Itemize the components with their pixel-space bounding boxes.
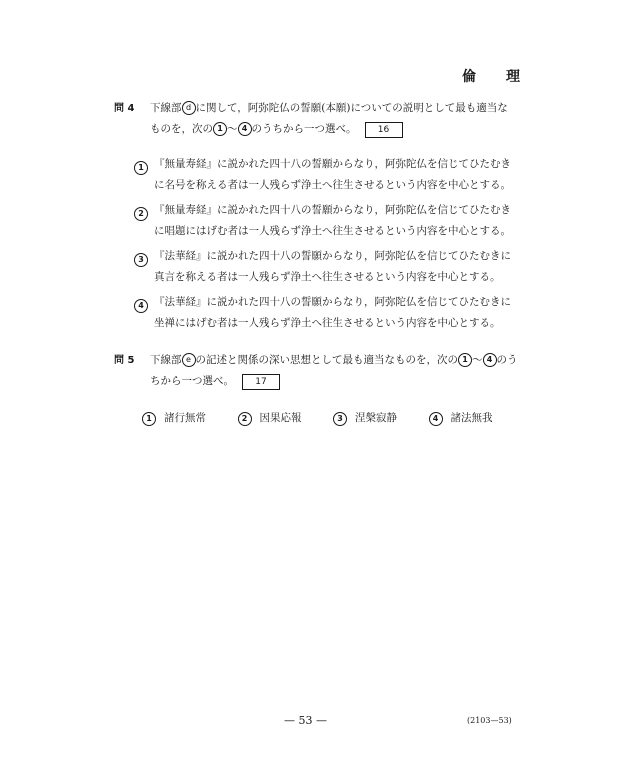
option-number-icon: 3 [134, 253, 148, 267]
subject-header: 倫 理 [462, 69, 528, 85]
choice-item[interactable] [429, 408, 525, 429]
option-text: 『無量寿経』に説かれた四十八の誓願からなり，阿弥陀仏を信じてひたむき [154, 204, 511, 216]
question-4 [114, 98, 524, 338]
question-text-line [150, 350, 524, 371]
option-text: 『法華経』に説かれた四十八の誓願からなり，阿弥陀仏を信じてひたむきに [154, 250, 511, 262]
option-item[interactable] [134, 246, 524, 288]
text-fragment: ものを，次の [150, 123, 213, 135]
choice-text: 因果応報 [259, 412, 302, 424]
option-number-icon: 4 [134, 299, 148, 313]
underline-marker: e [182, 353, 196, 367]
option-number-icon: 3 [333, 412, 347, 426]
question-text-line [150, 371, 524, 392]
choice-item[interactable] [238, 408, 334, 429]
choice-text: 諸行無常 [164, 412, 206, 424]
text-fragment: のう [496, 354, 518, 366]
choice-text: 涅槃寂静 [355, 412, 397, 424]
option-number-icon: 2 [238, 412, 252, 426]
answer-box[interactable]: 17 [242, 374, 280, 390]
question-number: 問 5 [114, 355, 135, 366]
choice-item[interactable] [142, 408, 238, 429]
text-fragment: の記述と関係の深い思想として最も適当なものを，次の [195, 354, 458, 366]
option-text: 真言を称える者は一人残らず浄土へ往生させるという内容を中心とする。 [154, 271, 501, 283]
choice-text: 諸法無我 [450, 412, 493, 424]
question-number: 問 4 [114, 103, 135, 114]
underline-marker: d [182, 101, 196, 115]
choice-row [142, 408, 524, 429]
option-number-icon: 2 [134, 207, 148, 221]
option-text: に名号を称える者は一人残らず浄土へ往生させるという内容を中心とする。 [154, 179, 511, 191]
question-5 [114, 350, 524, 429]
option-number-icon: 1 [458, 353, 472, 367]
option-item[interactable] [134, 200, 524, 242]
option-number-icon: 4 [429, 412, 443, 426]
question-text-line [150, 98, 524, 119]
option-number-icon: 1 [142, 412, 156, 426]
option-text: 『無量寿経』に説かれた四十八の誓願からなり，阿弥陀仏を信じてひたむき [154, 158, 511, 170]
option-item[interactable] [134, 292, 524, 334]
answer-box[interactable]: 16 [365, 122, 403, 138]
text-fragment: ～ [227, 123, 238, 135]
document-code: (2103—53) [467, 716, 512, 725]
option-number-icon: 4 [483, 353, 497, 367]
option-text: 坐禅にはげむ者は一人残らず浄土へ往生させるという内容を中心とする。 [154, 317, 501, 329]
option-number-icon: 1 [134, 161, 148, 175]
text-fragment: に関して，阿弥陀仏の誓願(本願)についての説明として最も適当な [195, 102, 508, 114]
text-fragment: 下線部 [150, 354, 182, 366]
text-fragment: のうちから一つ選べ。 [251, 123, 357, 135]
text-fragment: 下線部 [150, 102, 182, 114]
text-fragment: ～ [472, 354, 483, 366]
option-text: に唱題にはげむ者は一人残らず浄土へ往生させるという内容を中心とする。 [154, 225, 511, 237]
question-text-line [150, 119, 524, 140]
choice-item[interactable] [333, 408, 429, 429]
option-number-icon: 4 [238, 122, 252, 136]
page-number: — 53 — [284, 714, 327, 727]
option-number-icon: 1 [213, 122, 227, 136]
option-item[interactable] [134, 154, 524, 196]
text-fragment: ちから一つ選べ。 [150, 375, 234, 387]
option-text: 『法華経』に説かれた四十八の誓願からなり，阿弥陀仏を信じてひたむきに [154, 296, 511, 308]
option-list [134, 154, 524, 334]
